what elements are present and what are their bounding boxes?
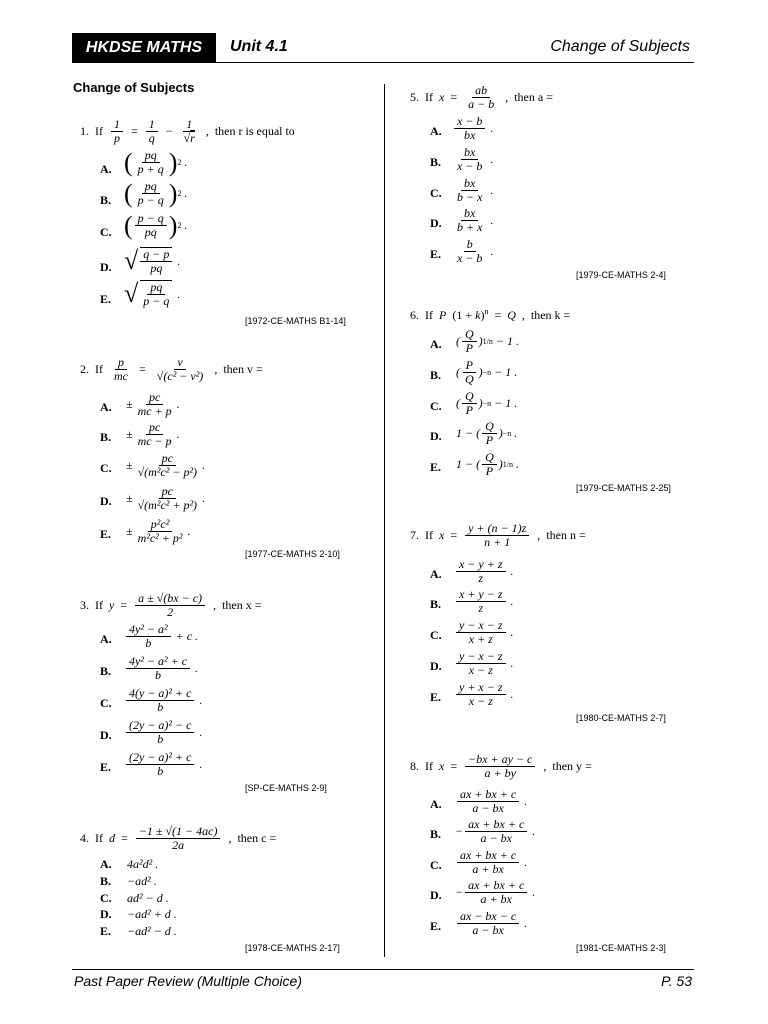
question-5: 5. If x = $\frac{ab}{a - b}$ , then a = xyxy=(410,82,553,111)
option-b-expression: −ad² . xyxy=(127,874,157,888)
option-e-expression: 1 − ( $\frac{Q}{P}$ ) 1/n . xyxy=(456,450,519,478)
formula-fraction: $\frac{-bx + ay - c}{a + by}$ xyxy=(465,753,535,780)
option-e-label: E. xyxy=(100,527,112,541)
option-b-label: B. xyxy=(100,430,112,444)
option-b-label: B. xyxy=(430,597,442,611)
question-tail: then c = xyxy=(237,830,277,845)
formula-fraction: $\frac{-1 \pm √(1 - 4ac)}{2a}$ xyxy=(136,825,221,852)
source-reference: [1972-CE-MATHS B1-14] xyxy=(245,316,346,326)
formula-fraction: $\frac{p}{mc}$ xyxy=(114,354,128,383)
option-e-expression: $\frac{b}{x - b}$ . xyxy=(457,237,494,265)
option-b-expression: $\frac{bx}{x - b}$ . xyxy=(457,145,494,173)
option-a-expression: ( $\frac{Q}{P}$ ) 1/n − 1 . xyxy=(456,327,520,355)
question-lead: If xyxy=(425,307,433,322)
option-e-label: E. xyxy=(430,919,442,933)
topic-label: Change of Subjects xyxy=(550,38,690,55)
option-b-expression: ( $\frac{P}{Q}$ ) −n − 1 . xyxy=(456,358,518,386)
option-e-expression: $\frac{y + x - z}{x - z}$ . xyxy=(454,681,514,708)
option-e-label: E. xyxy=(430,690,442,704)
source-reference: [1981-CE-MATHS 2-3] xyxy=(576,943,666,953)
option-e-label: E. xyxy=(100,292,112,306)
column-divider xyxy=(384,84,385,957)
option-c-label: C. xyxy=(100,225,112,239)
option-e-label: E. xyxy=(430,460,442,474)
option-b-expression: − $\frac{ax + bx + c}{a - bx}$ . xyxy=(455,817,536,845)
option-c-label: C. xyxy=(430,186,442,200)
option-c-label: C. xyxy=(100,461,112,475)
option-c-expression: $\frac{\text{4(y − a)² + c}}{b}$ . xyxy=(124,687,202,714)
option-a-expression: $\frac{x - y + z}{z}$ . xyxy=(454,558,514,585)
formula-fraction: $\frac{a \pm √(bx - c)}{2}$ xyxy=(135,592,205,619)
question-2: 2. If $\frac{p}{mc}$ = $\frac{v}{\text{√(c² − v²)}}$ , then v = xyxy=(80,354,263,383)
option-d-expression: ± $\frac{pc}{\text{√(m²c² + p²)}}$ . xyxy=(126,484,206,512)
option-d-label: D. xyxy=(430,216,442,230)
option-c-expression: ( $\frac{Q}{P}$ ) −n − 1 . xyxy=(456,389,518,417)
option-d-expression: $\frac{\text{(2y − a)² − c}}{b}$ . xyxy=(124,719,202,746)
option-a-label: A. xyxy=(100,857,112,871)
question-number: 2. xyxy=(80,361,89,376)
option-d-label: D. xyxy=(100,907,112,921)
page-footer xyxy=(72,969,694,989)
section-title: Change of Subjects xyxy=(73,80,195,95)
source-reference: [SP-CE-MATHS 2-9] xyxy=(245,783,327,793)
option-e-expression: $\frac{\text{(2y − a)² + c}}{b}$ . xyxy=(124,751,202,778)
option-a-label: A. xyxy=(430,337,442,351)
option-e-label: E. xyxy=(430,247,442,261)
question-tail: then r is equal to xyxy=(214,123,295,138)
option-a-label: A. xyxy=(430,124,442,138)
source-reference: [1978-CE-MATHS 2-17] xyxy=(245,943,340,953)
question-tail: then k = xyxy=(530,307,571,322)
option-c-expression: ad² − d . xyxy=(127,891,169,905)
source-reference: [1979-CE-MATHS 2-4] xyxy=(576,270,666,280)
option-a-expression: $\frac{\text{4y² − a²}}{b}$ + c . xyxy=(124,623,198,650)
option-c-label: C. xyxy=(430,858,442,872)
option-a-label: A. xyxy=(430,567,442,581)
option-a-label: A. xyxy=(430,797,442,811)
question-tail: then y = xyxy=(552,758,592,773)
option-d-expression: −ad² + d . xyxy=(127,907,177,921)
question-tail: then n = xyxy=(546,527,586,542)
option-c-label: C. xyxy=(430,399,442,413)
option-e-label: E. xyxy=(100,924,112,938)
option-c-expression: $\frac{bx}{b - x}$ . xyxy=(457,176,494,204)
question-8: 8. If x = $\frac{-bx + ay - c}{a + by}$ , then y = xyxy=(410,751,592,780)
option-c-expression: $\frac{y - x - z}{x + z}$ . xyxy=(454,619,514,646)
option-d-label: D. xyxy=(430,888,442,902)
option-e-expression: √ $\frac{pq}{p - q}$ . xyxy=(124,279,181,308)
option-e-label: E. xyxy=(100,760,112,774)
option-b-expression: ( $\frac{pq}{p - q}$ ) 2 . xyxy=(124,178,188,208)
question-lead: If xyxy=(95,361,103,376)
option-b-expression: $\frac{x + y - z}{z}$ . xyxy=(454,588,514,615)
option-c-label: C. xyxy=(430,628,442,642)
option-d-label: D. xyxy=(430,429,442,443)
option-a-expression: $\frac{x - b}{bx}$ . xyxy=(452,115,493,142)
option-d-expression: $\frac{bx}{b + x}$ . xyxy=(457,206,494,234)
option-d-label: D. xyxy=(100,260,112,274)
formula-fraction: $\frac{1}{p}$ xyxy=(111,118,123,145)
question-lead: If xyxy=(425,89,433,104)
option-d-expression: 1 − ( $\frac{Q}{P}$ ) −n . xyxy=(456,419,518,447)
option-d-label: D. xyxy=(100,728,112,742)
formula-fraction: $\frac{1}{√r}$ xyxy=(183,116,195,145)
question-4: 4. If d = $\frac{-1 \pm √(1 - 4ac)}{2a}$ , then c = xyxy=(80,823,277,852)
option-d-expression: − $\frac{ax + bx + c}{a + bx}$ . xyxy=(455,878,536,906)
option-a-expression: $\frac{ax + bx + c}{a - bx}$ . xyxy=(455,788,527,815)
option-d-label: D. xyxy=(100,494,112,508)
option-b-label: B. xyxy=(430,155,442,169)
page-number: P. 53 xyxy=(661,973,692,989)
question-lead: If xyxy=(95,830,103,845)
question-tail: then v = xyxy=(223,361,263,376)
question-number: 8. xyxy=(410,758,419,773)
option-b-label: B. xyxy=(100,874,112,888)
option-b-expression: ± $\frac{pc}{mc - p}$ . xyxy=(126,420,180,448)
option-a-label: A. xyxy=(100,400,112,414)
course-label: HKDSE MATHS xyxy=(72,33,216,62)
question-number: 1. xyxy=(80,123,89,138)
question-number: 5. xyxy=(410,89,419,104)
question-tail: then x = xyxy=(222,597,262,612)
question-tail: then a = xyxy=(514,89,553,104)
unit-label: Unit 4.1 xyxy=(230,38,288,55)
formula-fraction: $\frac{ab}{a - b}$ xyxy=(468,82,495,111)
question-lead: If xyxy=(95,123,103,138)
option-a-expression: 4a²d² . xyxy=(127,857,159,871)
formula-fraction: $\frac{v}{\text{√(c² − v²)}}$ xyxy=(156,354,204,383)
page-header xyxy=(72,33,694,63)
option-c-label: C. xyxy=(100,696,112,710)
option-b-label: B. xyxy=(100,193,112,207)
option-c-label: C. xyxy=(100,891,112,905)
option-b-label: B. xyxy=(430,827,442,841)
option-a-expression: ± $\frac{pc}{mc + p}$ . xyxy=(126,390,180,418)
question-number: 6. xyxy=(410,307,419,322)
option-e-expression: $\frac{ax - bx - c}{a - bx}$ . xyxy=(455,910,527,937)
option-d-expression: √ $\frac{q - p}{pq}$ . xyxy=(124,246,181,275)
question-lead: If xyxy=(425,527,433,542)
option-a-expression: ( $\frac{pq}{p + q}$ ) 2 . xyxy=(124,147,188,177)
option-d-expression: $\frac{y - x - z}{x - z}$ . xyxy=(454,650,514,677)
question-lead: If xyxy=(95,597,103,612)
option-b-label: B. xyxy=(430,368,442,382)
source-reference: [1979-CE-MATHS 2-25] xyxy=(576,483,671,493)
question-7: 7. If x = $\frac{y + (n - 1)z}{n + 1}$ , then n = xyxy=(410,520,586,549)
source-reference: [1980-CE-MATHS 2-7] xyxy=(576,713,666,723)
question-6: 6. If P $(1 + k)^n$ = Q , then k = xyxy=(410,307,571,322)
option-b-label: B. xyxy=(100,664,112,678)
option-d-label: D. xyxy=(430,659,442,673)
formula-fraction: $\frac{1}{q}$ xyxy=(146,118,158,145)
question-number: 7. xyxy=(410,527,419,542)
question-number: 4. xyxy=(80,830,89,845)
question-3: 3. If y = $\frac{a \pm √(bx - c)}{2}$ , then x = xyxy=(80,590,262,619)
formula-fraction: $\frac{y + (n - 1)z}{n + 1}$ xyxy=(465,522,529,549)
option-e-expression: ± $\frac{\text{p²c²}}{\text{m²c² + p²}}$ . xyxy=(126,517,191,545)
option-c-expression: $\frac{ax + bx + c}{a + bx}$ . xyxy=(455,849,527,876)
question-number: 3. xyxy=(80,597,89,612)
option-b-expression: $\frac{\text{4y² − a² + c}}{b}$ . xyxy=(124,655,198,682)
option-a-label: A. xyxy=(100,632,112,646)
option-c-expression: ( $\frac{p - q}{pq}$ ) 2 . xyxy=(124,210,188,240)
option-a-label: A. xyxy=(100,162,112,176)
option-e-expression: −ad² − d . xyxy=(127,924,177,938)
question-lead: If xyxy=(425,758,433,773)
question-1: 1. If $\frac{1}{p}$ = $\frac{1}{q}$ − $\frac{1}{√r}$ , then r is equal to xyxy=(80,116,295,145)
option-c-expression: ± $\frac{pc}{\text{√(m²c² − p²)}}$ . xyxy=(126,451,206,479)
footer-title: Past Paper Review (Multiple Choice) xyxy=(74,973,302,989)
source-reference: [1977-CE-MATHS 2-10] xyxy=(245,549,340,559)
